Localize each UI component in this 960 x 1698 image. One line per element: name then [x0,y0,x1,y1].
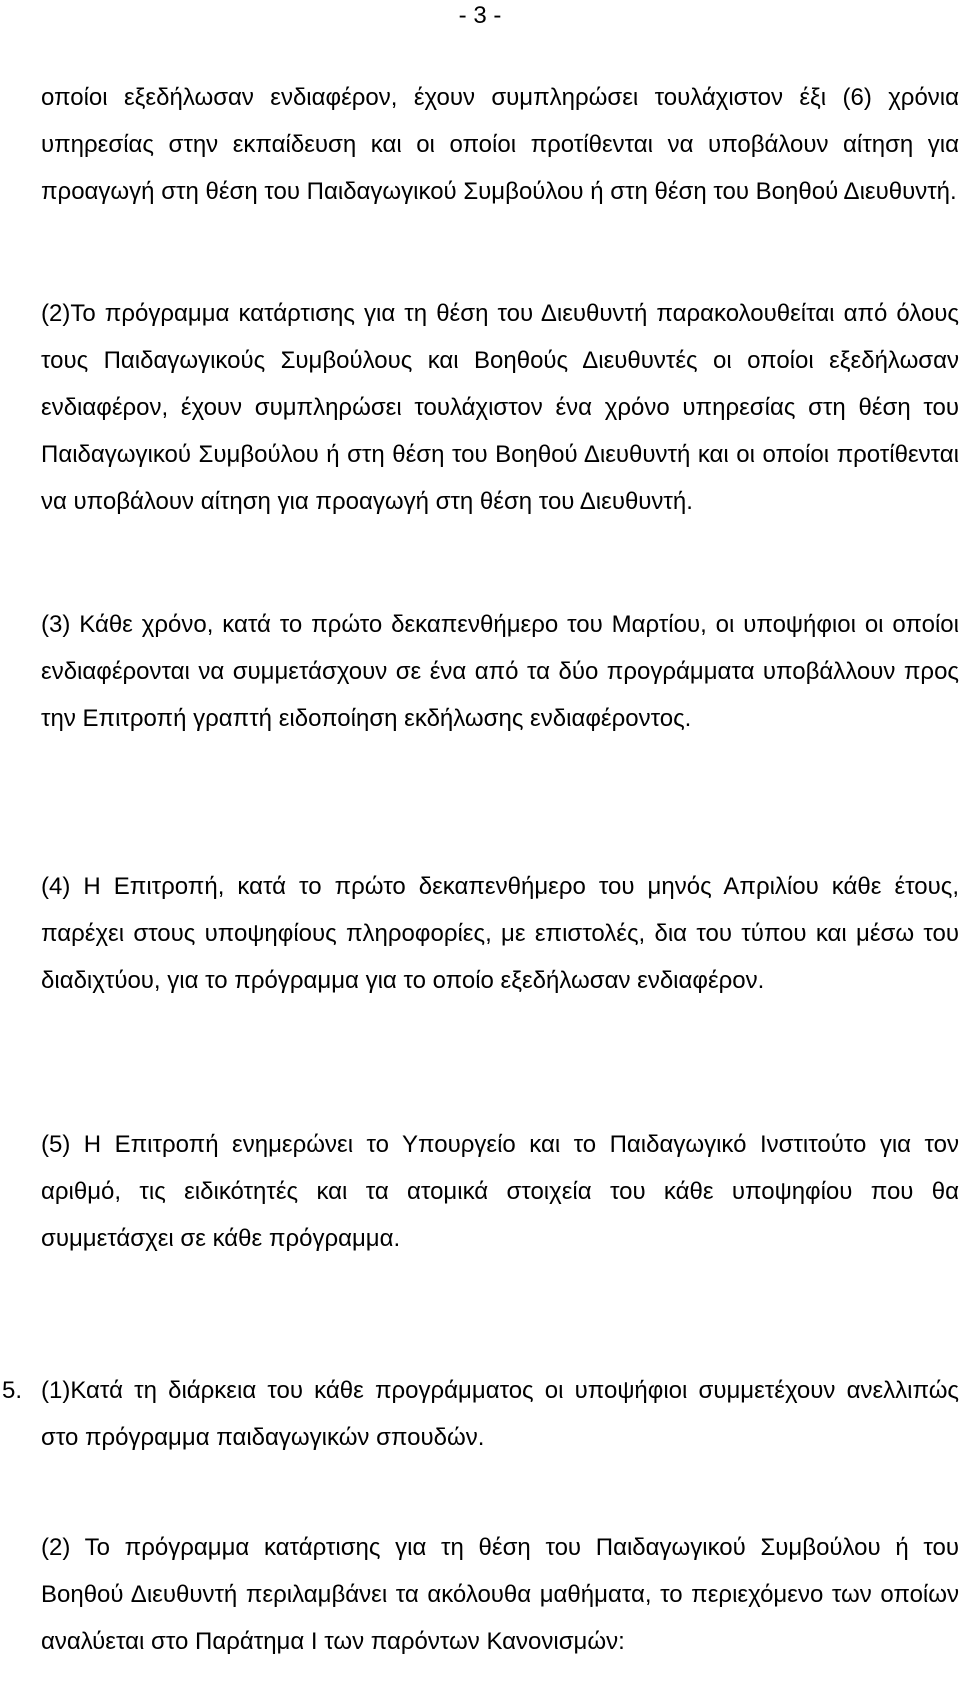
section-number: 5. [2,1377,23,1404]
paragraph-5: (5) Η Επιτροπή ενημερώνει το Υπουργείο και το Παιδαγωγικό Ινστιτούτο για τον αριθμό, τις ειδικότητές και τα ατομικά στοιχεία του κάθε υποψηφίου που θα συμμετάσχει σε κάθε πρόγραμμα. [41,1131,959,1252]
page-number: - 3 - [458,2,502,29]
paragraph-2: (2)Το πρόγραμμα κατάρτισης για τη θέση του Διευθυντή παρακολουθείται από όλους τους Παιδαγωγικούς Συμβούλους και Βοηθούς Διευθυντές οι οποίοι εξεδήλωσαν ενδιαφέρον, έχουν συμπληρώσει τουλάχιστον ένα χρόνο υπηρεσίας στη θέση του Παιδαγωγικού Συμβούλου ή στη θέση του Βοηθού Διευθυντή και οι οποίοι προτίθενται να υποβάλουν αίτηση για προαγωγή στη θέση του Διευθυντή. [41,300,959,515]
section-5-paragraph-1: (1)Κατά τη διάρκεια του κάθε προγράμματος οι υποψήφιοι συμμετέχουν ανελλιπώς στο πρόγραμμα παιδαγωγικών σπουδών. [41,1377,959,1451]
paragraph-continuation: οποίοι εξεδήλωσαν ενδιαφέρον, έχουν συμπληρώσει τουλάχιστον έξι (6) χρόνια υπηρεσίας στην εκπαίδευση και οι οποίοι προτίθενται να υποβάλουν αίτηση για προαγωγή στη θέση του Παιδαγωγικού Συμβούλου ή στη θέση του Βοηθού Διευθυντή. [41,84,959,205]
paragraph-4: (4) Η Επιτροπή, κατά το πρώτο δεκαπενθήμερο του μηνός Απριλίου κάθε έτους, παρέχει στους υποψηφίους πληροφορίες, με επιστολές, δια του τύπου και μέσω του διαδιχτύου, για το πρόγραμμα για το οποίο εξεδήλωσαν ενδιαφέρον. [41,873,959,994]
section-5-paragraph-2: (2) Το πρόγραμμα κατάρτισης για τη θέση του Παιδαγωγικού Συμβούλου ή του Βοηθού Διευθυντή περιλαμβάνει τα ακόλουθα μαθήματα, το περιεχόμενο των οποίων αναλύεται στο Παράτημα Ι των παρόντων Κανονισμών: [41,1534,959,1655]
paragraph-3: (3) Κάθε χρόνο, κατά το πρώτο δεκαπενθήμερο του Μαρτίου, οι υποψήφιοι οι οποίοι ενδιαφέρονται να συμμετάσχουν σε ένα από τα δύο προγράμματα υποβάλλουν προς την Επιτροπή γραπτή ειδοποίηση εκδήλωσης ενδιαφέροντος. [41,611,959,732]
